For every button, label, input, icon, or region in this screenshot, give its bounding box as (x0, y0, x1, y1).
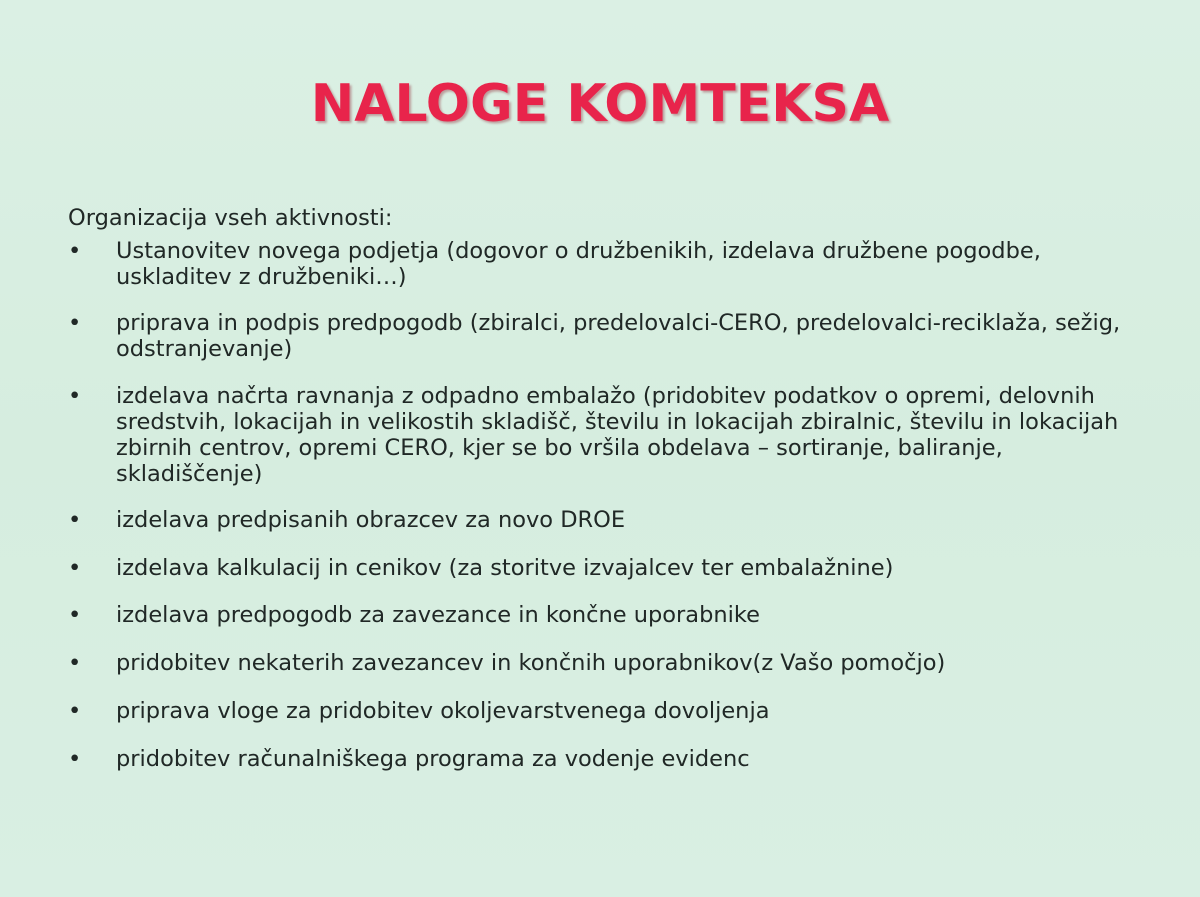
intro-text: Organizacija vseh aktivnosti: (68, 205, 393, 231)
bullet-icon: • (68, 746, 82, 772)
list-item (68, 698, 1148, 724)
list-item (68, 650, 1148, 676)
list-item-text: izdelava predpisanih obrazcev za novo DROE (116, 507, 626, 533)
list-item-text: Ustanovitev novega podjetja (dogovor o družbenikih, izdelava družbene pogodbe, uskladitev z družbeniki…) (116, 238, 1041, 290)
list-item-text: pridobitev nekaterih zavezancev in končnih uporabnikov(z Vašo pomočjo) (116, 650, 946, 676)
slide-content (68, 204, 1148, 772)
bullet-icon: • (68, 238, 82, 264)
bullet-icon: • (68, 698, 82, 724)
list-item (68, 746, 1148, 772)
list-item (68, 602, 1148, 628)
slide-title: NALOGE KOMTEKSA (310, 74, 890, 134)
list-item (68, 383, 1148, 487)
task-list (68, 238, 1148, 772)
bullet-icon: • (68, 383, 82, 409)
bullet-icon: • (68, 555, 82, 581)
list-item (68, 310, 1148, 362)
list-item-text: izdelava predpogodb za zavezance in končne uporabnike (116, 602, 760, 628)
list-item (68, 555, 1148, 581)
list-item-text: priprava in podpis predpogodb (zbiralci, predelovalci-CERO, predelovalci-reciklaža, sežig, odstranjevanje) (116, 310, 1121, 362)
list-item-text: priprava vloge za pridobitev okoljevarstvenega dovoljenja (116, 698, 770, 724)
list-item (68, 507, 1148, 533)
list-item-text: pridobitev računalniškega programa za vodenje evidenc (116, 746, 750, 772)
bullet-icon: • (68, 650, 82, 676)
bullet-icon: • (68, 507, 82, 533)
list-item-text: izdelava načrta ravnanja z odpadno embalažo (pridobitev podatkov o opremi, delovnih sredstvih, lokacijah in velikostih skladišč, številu in lokacijah zbiralnic, številu in lokacijah zbirnih centrov, opremi CERO, kjer se bo vršila obdelava – sortiranje, baliranje, skladiščenje) (116, 383, 1119, 487)
bullet-icon: • (68, 602, 82, 628)
bullet-icon: • (68, 310, 82, 336)
list-item-text: izdelava kalkulacij in cenikov (za storitve izvajalcev ter embalažnine) (116, 555, 894, 581)
list-item (68, 238, 1148, 290)
